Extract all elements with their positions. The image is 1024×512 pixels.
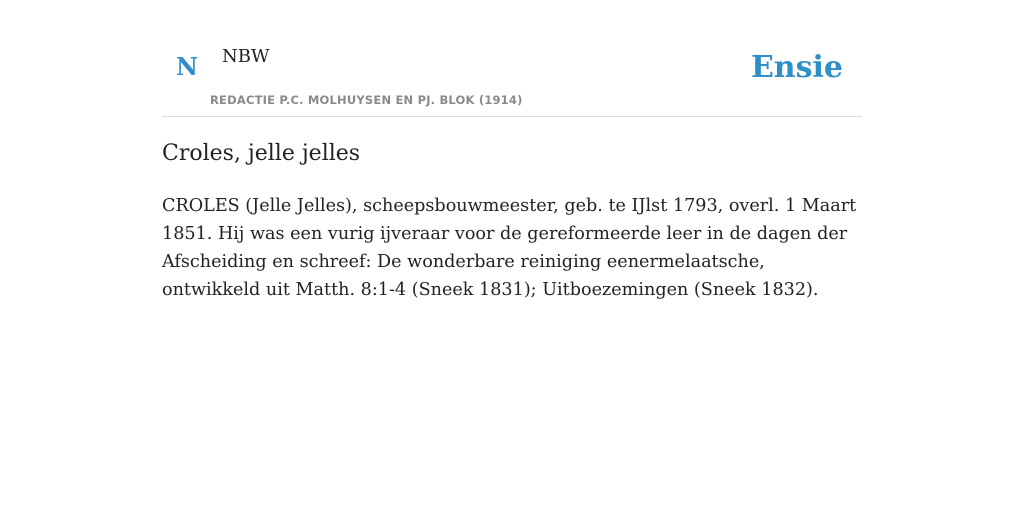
header	[162, 0, 862, 117]
source-logo[interactable]: N	[176, 52, 198, 81]
article-title: Croles, jelle jelles	[162, 141, 361, 166]
source-subtitle: REDACTIE P.C. MOLHUYSEN EN PJ. BLOK (1914)	[210, 93, 523, 107]
article-body: CROLES (Jelle Jelles), scheepsbouwmeester, geb. te IJlst 1793, overl. 1 Maart 1851. Hij was een vurig ijveraar voor de gereformeerde leer in de dagen der Afscheiding en schreef: De wonderbare reiniging eenermelaatsche, ontwikkeld uit Matth. 8:1-4 (Sneek 1831); Uitboezemingen (Sneek 1832).	[162, 196, 857, 300]
brand-logo[interactable]: Ensie	[750, 50, 843, 85]
source-name[interactable]: NBW	[222, 46, 270, 67]
